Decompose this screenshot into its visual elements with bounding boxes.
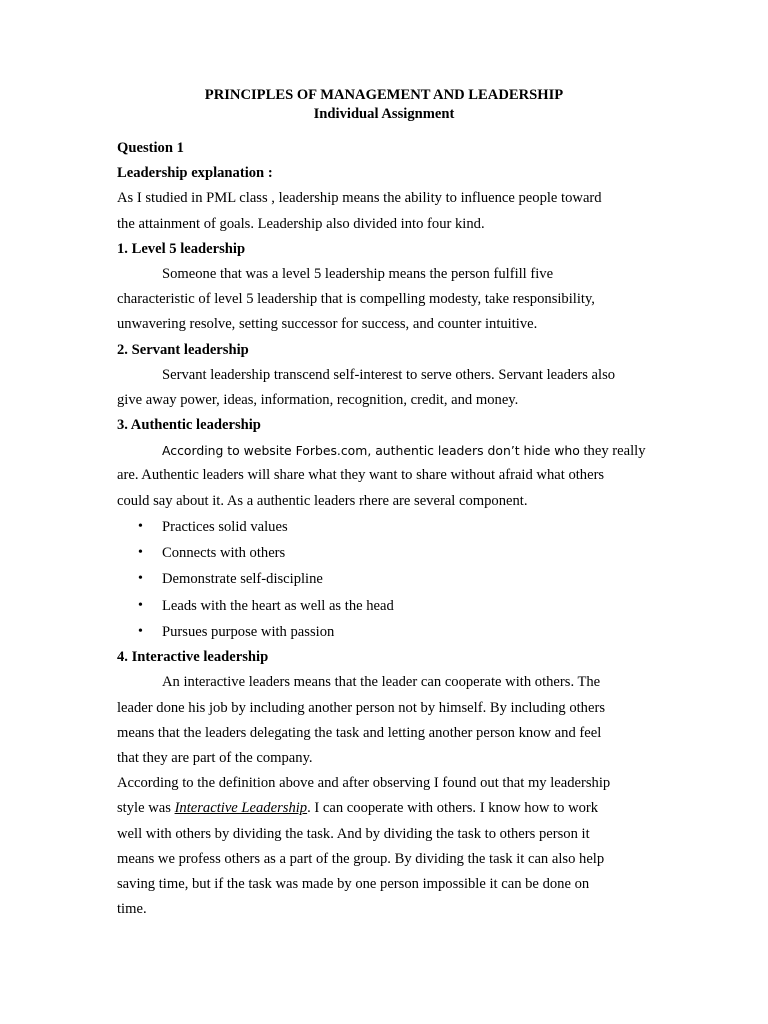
leadership-style-emphasis: Interactive Leadership bbox=[174, 800, 308, 817]
paragraph-text-sans: According to website Forbes.com, authentic leaders don’t hide who bbox=[162, 443, 580, 459]
list-item-text: Connects with others bbox=[162, 545, 286, 562]
conclusion-text: style was bbox=[117, 800, 175, 817]
document-body bbox=[117, 136, 657, 922]
bullet-icon: • bbox=[138, 624, 143, 639]
conclusion-text: . I can cooperate with others. I know how to work bbox=[307, 800, 599, 817]
document-header bbox=[0, 86, 768, 124]
paragraph-line: leader done his job by including another person not by himself. By including others bbox=[117, 699, 605, 716]
section-heading-interactive: 4. Interactive leadership bbox=[117, 649, 269, 666]
paragraph-line: are. Authentic leaders will share what they want to share without afraid what others bbox=[117, 467, 605, 484]
conclusion-line: saving time, but if the task was made by one person impossible it can be done on bbox=[117, 875, 590, 892]
explanation-heading: Leadership explanation : bbox=[117, 165, 273, 182]
list-item bbox=[117, 514, 657, 540]
conclusion-line: According to the definition above and after observing I found out that my leadership bbox=[117, 775, 611, 792]
paragraph-line: could say about it. As a authentic leaders rhere are several component. bbox=[117, 492, 528, 509]
list-item bbox=[117, 593, 657, 619]
conclusion-line: means we profess others as a part of the group. By dividing the task it can also help bbox=[117, 850, 605, 867]
list-item-text: Demonstrate self-discipline bbox=[162, 571, 323, 588]
section-heading-servant: 2. Servant leadership bbox=[117, 341, 249, 358]
document-title: PRINCIPLES OF MANAGEMENT AND LEADERSHIP bbox=[204, 87, 564, 103]
list-item-text: Leads with the heart as well as the head bbox=[162, 597, 394, 614]
question-heading: Question 1 bbox=[117, 140, 184, 156]
section-heading-level5: 1. Level 5 leadership bbox=[117, 240, 246, 257]
paragraph-line: give away power, ideas, information, recognition, credit, and money. bbox=[117, 391, 519, 408]
bullet-icon: • bbox=[138, 571, 143, 587]
conclusion-line: time. bbox=[117, 901, 147, 918]
conclusion-line bbox=[117, 796, 657, 821]
paragraph-line: unwavering resolve, setting successor for success, and counter intuitive. bbox=[117, 316, 538, 333]
conclusion-line: well with others by dividing the task. And by dividing the task to others person it bbox=[117, 825, 590, 842]
paragraph-line bbox=[117, 438, 657, 463]
paragraph-line: An interactive leaders means that the leader can cooperate with others. The bbox=[162, 674, 601, 691]
list-item-text: Practices solid values bbox=[162, 518, 288, 535]
intro-line: the attainment of goals. Leadership also divided into four kind. bbox=[117, 215, 485, 232]
paragraph-line: that they are part of the company. bbox=[117, 750, 313, 767]
paragraph-line: Servant leadership transcend self-interest to serve others. Servant leaders also bbox=[162, 366, 616, 383]
section-heading-authentic: 3. Authentic leadership bbox=[117, 417, 261, 434]
bullet-icon: • bbox=[138, 518, 143, 534]
paragraph-line: means that the leaders delegating the task and letting another person know and feel bbox=[117, 724, 602, 741]
list-item bbox=[117, 540, 657, 566]
paragraph-line: Someone that was a level 5 leadership means the person fulfill five bbox=[162, 265, 554, 282]
list-item-text: Pursues purpose with passion bbox=[162, 624, 335, 640]
component-list bbox=[117, 514, 657, 645]
document-subtitle: Individual Assignment bbox=[313, 106, 455, 122]
bullet-icon: • bbox=[138, 597, 143, 613]
paragraph-line: characteristic of level 5 leadership that is compelling modesty, take responsibility, bbox=[117, 291, 595, 308]
bullet-icon: • bbox=[138, 545, 143, 561]
paragraph-text: they really bbox=[579, 443, 646, 460]
intro-line: As I studied in PML class , leadership means the ability to influence people toward bbox=[117, 190, 602, 207]
list-item bbox=[117, 566, 657, 592]
list-item bbox=[117, 619, 657, 645]
